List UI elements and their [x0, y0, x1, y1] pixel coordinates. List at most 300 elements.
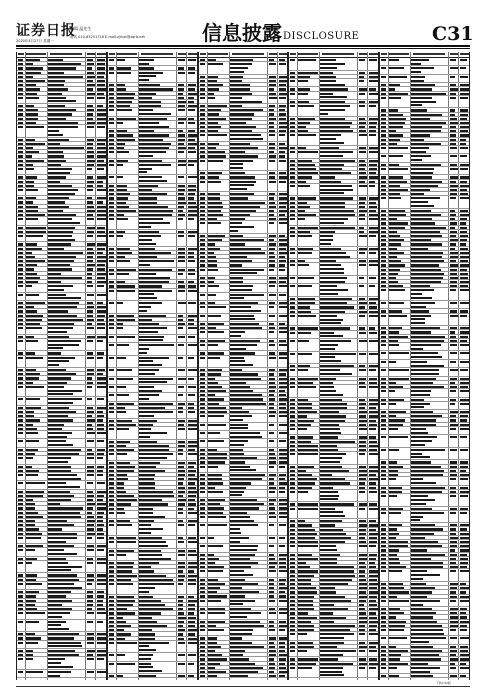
table-cell	[109, 336, 114, 338]
table-cell	[369, 633, 378, 635]
table-cell	[298, 118, 315, 120]
table-cell	[200, 378, 205, 380]
table-cell	[450, 84, 456, 86]
table-cell	[320, 348, 335, 350]
table-cell	[26, 398, 40, 400]
table-cell	[411, 444, 425, 446]
table-cell	[109, 88, 114, 90]
table-cell	[450, 197, 456, 199]
table-cell	[389, 562, 400, 564]
table-cell	[97, 281, 106, 283]
table-cell	[117, 508, 124, 510]
table-cell	[26, 143, 45, 145]
table-cell	[26, 88, 40, 90]
table-cell	[381, 252, 386, 254]
table-cell	[178, 491, 185, 493]
table-cell	[48, 453, 79, 455]
table-cell	[200, 583, 205, 585]
table-cell	[139, 612, 161, 614]
table-cell	[389, 461, 396, 463]
table-cell	[450, 415, 456, 417]
table-cell	[279, 583, 285, 585]
table-cell	[450, 508, 457, 510]
table-cell	[208, 97, 215, 99]
table-row	[289, 427, 378, 435]
table-cell	[460, 625, 467, 627]
table-cell	[411, 566, 443, 568]
table-cell	[269, 222, 275, 224]
table-cell	[269, 93, 276, 95]
table-cell	[411, 277, 443, 279]
table-cell	[450, 528, 456, 530]
table-cell	[48, 411, 76, 413]
table-cell	[178, 214, 185, 216]
table-cell	[109, 189, 114, 191]
table-cell	[389, 658, 400, 660]
table-cell	[389, 382, 396, 384]
table-cell	[279, 558, 287, 560]
table-cell	[230, 260, 253, 262]
table-cell	[178, 462, 186, 464]
table-cell	[208, 235, 225, 237]
table-cell	[460, 143, 466, 145]
table-cell	[188, 441, 197, 443]
table-cell	[381, 411, 386, 413]
table-cell	[230, 394, 262, 396]
header-cell	[279, 53, 288, 55]
table-cell	[109, 562, 114, 564]
table-cell	[139, 441, 157, 443]
table-cell	[230, 516, 250, 518]
table-cell	[298, 529, 315, 531]
table-cell	[369, 537, 376, 539]
table-cell	[359, 378, 366, 380]
table-cell	[411, 591, 432, 593]
table-cell	[117, 499, 137, 501]
table-cell	[188, 84, 196, 86]
table-cell	[178, 495, 184, 497]
table-cell	[381, 59, 386, 61]
table-cell	[290, 596, 295, 598]
table-cell	[230, 524, 259, 526]
table-row	[380, 343, 469, 351]
table-cell	[460, 168, 468, 170]
table-cell	[381, 97, 386, 99]
table-cell	[208, 143, 219, 145]
table-cell	[460, 336, 467, 338]
table-cell	[200, 285, 205, 287]
table-cell	[188, 256, 195, 258]
table-cell	[389, 109, 398, 111]
table-cell	[230, 101, 262, 103]
table-row	[199, 423, 288, 431]
table-cell	[87, 357, 94, 359]
table-cell	[97, 533, 104, 535]
table-cell	[48, 545, 74, 547]
table-cell	[139, 503, 168, 505]
table-cell	[298, 642, 312, 644]
table-cell	[320, 164, 344, 166]
table-cell	[178, 84, 184, 86]
table-cell	[389, 390, 395, 392]
table-cell	[269, 80, 277, 82]
table-cell	[389, 114, 403, 116]
table-cell	[48, 562, 68, 564]
table-cell	[18, 650, 23, 652]
table-cell	[230, 323, 260, 325]
table-cell	[369, 252, 376, 254]
table-cell	[87, 285, 93, 287]
table-cell	[139, 428, 152, 430]
table-cell	[381, 285, 386, 287]
table-cell	[269, 591, 274, 593]
table-cell	[117, 524, 132, 526]
table-cell	[87, 109, 94, 111]
table-cell	[178, 482, 183, 484]
table-cell	[48, 155, 64, 157]
table-cell	[369, 474, 376, 476]
table-cell	[208, 507, 225, 509]
table-cell	[359, 227, 364, 229]
table-cell	[48, 516, 81, 518]
table-cell	[109, 185, 114, 187]
table-cell	[117, 633, 131, 635]
table-cell	[139, 449, 170, 451]
table-cell	[230, 537, 250, 539]
table-cell	[87, 218, 94, 220]
table-cell	[87, 252, 94, 254]
table-cell	[389, 59, 399, 61]
table-cell	[188, 512, 197, 514]
table-cell	[18, 474, 23, 476]
table-cell	[369, 508, 378, 510]
table-cell	[200, 453, 205, 455]
table-cell	[269, 570, 277, 572]
table-cell	[230, 118, 252, 120]
table-cell	[208, 269, 219, 271]
table-cell	[411, 541, 438, 543]
table-row	[108, 540, 197, 548]
table-cell	[279, 386, 288, 388]
table-cell	[117, 84, 126, 86]
table-cell	[389, 524, 402, 526]
table-cell	[269, 466, 275, 468]
table-cell	[320, 663, 352, 665]
table-cell	[26, 218, 38, 220]
table-cell	[369, 608, 379, 610]
table-cell	[200, 327, 205, 329]
table-cell	[18, 227, 23, 229]
table-cell	[269, 424, 274, 426]
table-cell	[87, 491, 93, 493]
table-cell	[389, 185, 400, 187]
table-cell	[460, 596, 470, 598]
table-cell	[48, 528, 62, 530]
table-cell	[389, 231, 397, 233]
table-cell	[97, 499, 103, 501]
table-cell	[460, 528, 467, 530]
table-cell	[109, 629, 114, 631]
table-row	[289, 284, 378, 297]
table-cell	[320, 415, 345, 417]
table-cell	[450, 470, 456, 472]
table-cell	[48, 122, 78, 124]
table-cell	[87, 495, 94, 497]
table-cell	[178, 579, 185, 581]
table-cell	[200, 155, 205, 157]
table-cell	[269, 294, 277, 296]
table-cell	[450, 130, 456, 132]
table-cell	[411, 646, 433, 648]
table-cell	[230, 646, 265, 648]
table-cell	[208, 449, 217, 451]
table-cell	[389, 554, 397, 556]
table-cell	[26, 415, 34, 417]
table-cell	[87, 428, 93, 430]
table-cell	[26, 151, 39, 153]
table-cell	[188, 235, 195, 237]
table-cell	[450, 185, 458, 187]
table-cell	[188, 466, 194, 468]
table-cell	[230, 512, 248, 514]
table-cell	[188, 101, 195, 103]
table-cell	[411, 637, 446, 639]
table-cell	[48, 210, 63, 212]
table-cell	[320, 633, 353, 635]
table-cell	[117, 642, 137, 644]
table-cell	[18, 285, 23, 287]
table-cell	[269, 403, 275, 405]
table-cell	[450, 654, 456, 656]
table-cell	[26, 579, 36, 581]
table-cell	[389, 625, 405, 627]
table-cell	[298, 369, 308, 371]
table-cell	[290, 197, 295, 199]
table-cell	[411, 67, 434, 69]
table-cell	[279, 378, 289, 380]
table-cell	[139, 105, 161, 107]
table-cell	[269, 197, 274, 199]
table-cell	[26, 84, 36, 86]
table-cell	[389, 310, 402, 312]
table-cell	[48, 537, 77, 539]
table-cell	[381, 243, 386, 245]
table-cell	[389, 474, 398, 476]
table-cell	[320, 511, 343, 513]
table-cell	[359, 147, 366, 149]
table-cell	[230, 318, 256, 320]
table-cell	[139, 608, 173, 610]
table-cell	[188, 462, 196, 464]
table-cell	[320, 298, 352, 300]
table-cell	[178, 269, 186, 271]
table-cell	[26, 72, 41, 74]
table-cell	[208, 478, 223, 480]
table-cell	[411, 285, 430, 287]
table-cell	[48, 415, 68, 417]
table-cell	[389, 424, 403, 426]
table-cell	[109, 319, 114, 321]
table-cell	[411, 122, 446, 124]
table-cell	[460, 612, 466, 614]
table-cell	[109, 633, 114, 635]
table-cell	[269, 499, 277, 501]
table-cell	[188, 428, 198, 430]
table-cell	[200, 650, 205, 652]
table-cell	[109, 202, 114, 204]
table-row	[17, 657, 106, 670]
table-cell	[460, 637, 470, 639]
table-cell	[18, 143, 23, 145]
table-cell	[26, 260, 45, 262]
table-cell	[109, 118, 114, 120]
table-cell	[269, 172, 275, 174]
table-cell	[460, 675, 466, 677]
table-cell	[279, 591, 285, 593]
table-cell	[200, 432, 205, 434]
table-cell	[139, 180, 167, 182]
table-cell	[269, 650, 276, 652]
table-cell	[279, 637, 289, 639]
table-cell	[139, 466, 157, 468]
table-cell	[139, 357, 169, 359]
table-cell	[117, 537, 136, 539]
table-cell	[208, 642, 217, 644]
table-cell	[460, 508, 468, 510]
table-cell	[450, 302, 457, 304]
table-row	[289, 58, 378, 71]
table-row	[289, 544, 378, 552]
table-cell	[230, 297, 245, 299]
table-cell	[26, 155, 32, 157]
table-cell	[230, 491, 244, 493]
table-cell	[298, 93, 308, 95]
table-cell	[200, 407, 205, 409]
table-cell	[411, 126, 442, 128]
table-cell	[359, 503, 366, 505]
table-cell	[230, 59, 254, 61]
table-cell	[139, 499, 162, 501]
table-cell	[87, 512, 92, 514]
table-cell	[269, 461, 277, 463]
table-cell	[97, 386, 106, 388]
table-cell	[290, 482, 295, 484]
table-cell	[230, 80, 243, 82]
table-cell	[411, 114, 442, 116]
table-cell	[230, 202, 265, 204]
table-cell	[298, 164, 315, 166]
table-cell	[411, 181, 441, 183]
table-cell	[290, 583, 295, 585]
table-cell	[109, 537, 114, 539]
table-cell	[139, 315, 166, 317]
table-cell	[109, 252, 114, 254]
table-cell	[450, 147, 457, 149]
table-cell	[279, 663, 286, 665]
table-cell	[290, 181, 295, 183]
table-cell	[389, 243, 401, 245]
table-cell	[26, 201, 33, 203]
table-cell	[230, 650, 246, 652]
table-cell	[87, 352, 93, 354]
table-cell	[48, 105, 65, 107]
table-cell	[139, 373, 155, 375]
table-cell	[117, 105, 130, 107]
table-cell	[320, 189, 353, 191]
table-column-5	[379, 52, 470, 680]
table-row	[380, 75, 469, 83]
header-cell	[269, 53, 277, 55]
table-cell	[200, 394, 205, 396]
table-cell	[269, 331, 275, 333]
table-cell	[411, 218, 432, 220]
table-cell	[298, 579, 311, 581]
table-cell	[269, 84, 277, 86]
table-cell	[279, 155, 286, 157]
table-cell	[109, 583, 114, 585]
table-cell	[460, 378, 469, 380]
table-cell	[298, 353, 311, 355]
table-cell	[97, 176, 106, 178]
table-cell	[381, 76, 386, 78]
table-cell	[450, 533, 455, 535]
table-cell	[269, 134, 275, 136]
table-cell	[389, 386, 403, 388]
table-cell	[188, 621, 195, 623]
table-cell	[109, 499, 114, 501]
table-cell	[139, 537, 163, 539]
table-cell	[389, 512, 401, 514]
table-cell	[48, 72, 64, 74]
table-cell	[48, 608, 72, 610]
table-cell	[460, 629, 467, 631]
table-cell	[48, 398, 82, 400]
table-cell	[279, 411, 289, 413]
table-cell	[26, 243, 37, 245]
header-cell	[178, 53, 186, 55]
table-cell	[381, 524, 386, 526]
table-cell	[290, 524, 295, 526]
table-cell	[381, 382, 386, 384]
table-cell	[320, 617, 345, 619]
table-cell	[178, 256, 185, 258]
table-cell	[26, 637, 41, 639]
table-cell	[139, 239, 153, 241]
table-row	[108, 301, 197, 314]
table-cell	[87, 248, 93, 250]
table-row	[17, 385, 106, 398]
table-cell	[178, 252, 185, 254]
table-cell	[389, 616, 396, 618]
table-cell	[359, 591, 366, 593]
table-cell	[320, 591, 336, 593]
table-cell	[389, 222, 408, 224]
table-cell	[117, 176, 123, 178]
table-cell	[320, 445, 336, 447]
table-cell	[389, 235, 400, 237]
table-cell	[18, 612, 23, 614]
table-cell	[359, 428, 367, 430]
table-cell	[381, 424, 386, 426]
table-cell	[381, 193, 386, 195]
table-cell	[290, 600, 295, 602]
table-row	[289, 263, 378, 276]
table-cell	[188, 290, 197, 292]
table-cell	[389, 344, 399, 346]
table-cell	[26, 549, 35, 551]
table-cell	[87, 637, 94, 639]
table-row	[199, 536, 288, 544]
